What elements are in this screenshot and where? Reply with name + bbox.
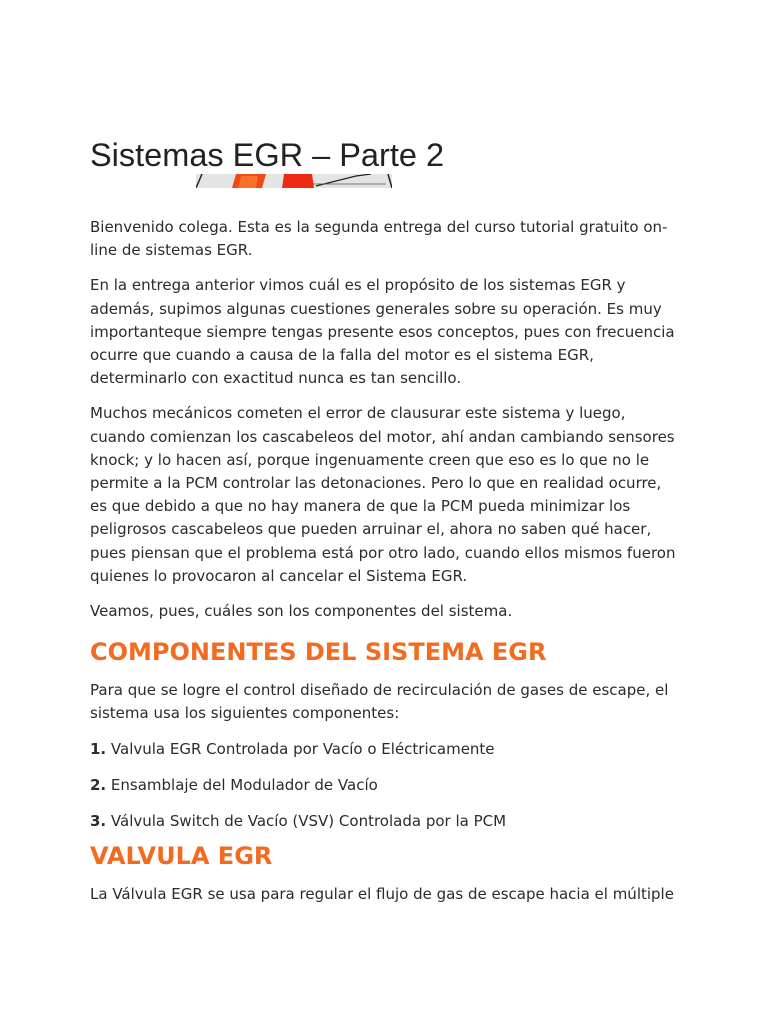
list-item-text: Ensamblaje del Modulador de Vacío xyxy=(110,775,378,794)
article-body xyxy=(90,216,682,918)
heading-componentes: COMPONENTES DEL SISTEMA EGR xyxy=(90,638,547,667)
paragraph-transition: Veamos, pues, cuáles son los componentes del sistema. xyxy=(90,602,513,621)
paragraph-intro: Bienvenido colega. Esta es la segunda entrega del curso tutorial gratuito on-line de sistemas EGR. xyxy=(90,218,668,260)
list-item xyxy=(90,810,682,833)
list-item xyxy=(90,738,682,761)
header-image xyxy=(196,174,392,188)
heading-valvula-egr: VALVULA EGR xyxy=(90,842,273,871)
list-item-text: Valvula EGR Controlada por Vacío o Eléctricamente xyxy=(110,739,495,758)
list-item-number: 2. xyxy=(90,775,107,794)
paragraph-previous-entry: En la entrega anterior vimos cuál es el propósito de los sistemas EGR y además, supimos algunas cuestiones generales sobre su operación. Es muy importanteque siempre tengas presente esos conceptos, pues con frecuencia ocurre que cuando a causa de la falla del motor es el sistema EGR, determinarlo con exactitud nunca es tan sencillo. xyxy=(90,276,675,388)
paragraph-valvula-egr: La Válvula EGR se usa para regular el flujo de gas de escape hacia el múltiple xyxy=(90,885,674,904)
list-item-number: 3. xyxy=(90,812,107,831)
paragraph-common-mistake: Muchos mecánicos cometen el error de clausurar este sistema y luego, cuando comienzan los cascabeleos del motor, ahí andan cambiando sensores knock; y lo hacen así, porque ingenuamente creen que eso es lo que no le permite a la PCM controlar las detonaciones. Pero lo que en realidad ocurre, es que debido a que no hay manera de que la PCM pueda minimizar los peligrosos cascabeleos que pueden arruinar el, ahora no saben qué hacer, pues piensan que el problema está por otro lado, cuando ellos mismos fueron quienes lo provocaron al cancelar el Sistema EGR. xyxy=(90,404,676,585)
list-item-text: Válvula Switch de Vacío (VSV) Controlada por la PCM xyxy=(110,812,507,831)
paragraph-componentes-intro: Para que se logre el control diseñado de recirculación de gases de escape, el sistema usa los siguientes componentes: xyxy=(90,681,669,723)
title-block xyxy=(90,134,450,188)
list-item xyxy=(90,774,682,797)
list-item-number: 1. xyxy=(90,739,107,758)
page-title: Sistemas EGR – Parte 2 xyxy=(90,137,445,173)
